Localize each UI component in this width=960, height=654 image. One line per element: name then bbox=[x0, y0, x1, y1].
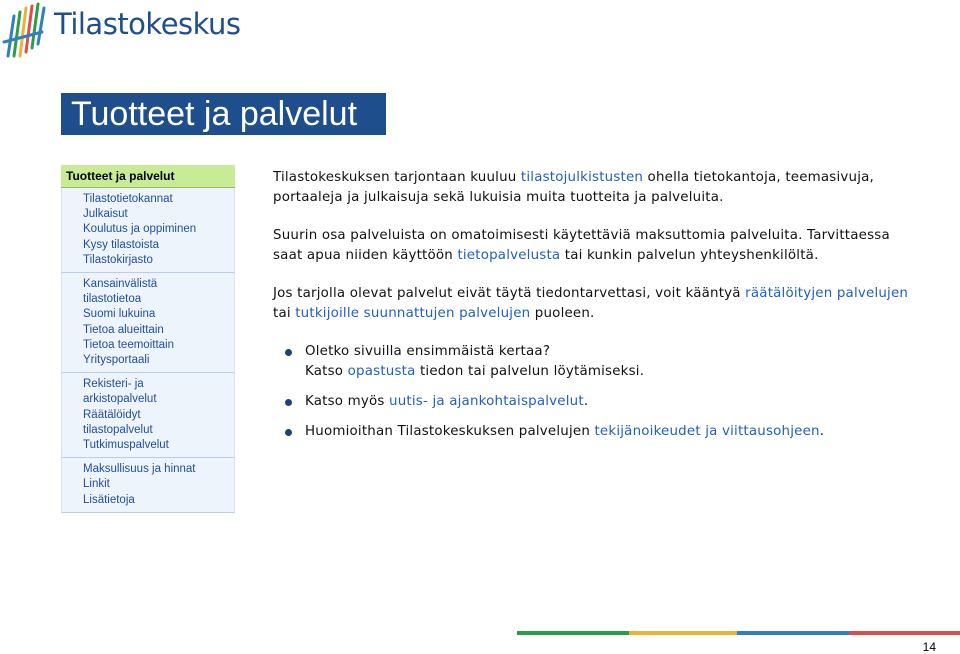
link-uutispalvelut[interactable]: uutis- ja ajankohtaispalvelut bbox=[389, 394, 584, 409]
link-tietopalvelusta[interactable]: tietopalvelusta bbox=[457, 248, 561, 263]
p2-text-2: tai kunkin palvelun yhteyshenkilöltä. bbox=[560, 248, 819, 263]
sidebar-item-suomi-lukuina[interactable]: Suomi lukuina bbox=[83, 308, 156, 321]
sidebar-item-raatalöidyt-cont[interactable]: tilastopalvelut bbox=[83, 423, 153, 436]
sidebar-group-3 bbox=[61, 373, 235, 458]
sidebar-item-alueittain[interactable]: Tietoa alueittain bbox=[83, 323, 164, 336]
slide-title: Tuotteet ja palvelut bbox=[71, 95, 358, 133]
list-item bbox=[305, 422, 923, 442]
b3-text-2: . bbox=[819, 424, 825, 439]
paragraph-3 bbox=[273, 284, 923, 324]
sidebar-item-rekisteri-cont[interactable]: arkistopalvelut bbox=[83, 393, 157, 406]
sidebar-group-2 bbox=[61, 273, 235, 373]
sidebar-item-teemoittain[interactable]: Tietoa teemoittain bbox=[83, 338, 174, 351]
p3-text-2: tai bbox=[273, 306, 296, 321]
b2-text-2: . bbox=[583, 394, 589, 409]
sidebar-item-kansainvalista[interactable]: Kansainvälistä bbox=[83, 278, 158, 291]
list-item bbox=[305, 392, 923, 412]
sidebar-heading[interactable]: Tuotteet ja palvelut bbox=[61, 165, 235, 188]
link-tekijanoikeudet[interactable]: tekijänoikeudet ja viittausohjeen bbox=[594, 424, 820, 439]
sidebar-item-yritysportaali[interactable]: Yritysportaali bbox=[83, 354, 150, 367]
footer-stripe-green bbox=[517, 631, 629, 635]
sidebar-item-rekisteri[interactable]: Rekisteri- ja bbox=[83, 378, 144, 391]
link-tilastojulkistusten[interactable]: tilastojulkistusten bbox=[520, 170, 644, 185]
link-raatalointi[interactable]: räätälöityjen palvelujen bbox=[745, 286, 909, 301]
page-number: 14 bbox=[922, 640, 936, 654]
p1-text-2: ohella tietokantoja, teemasivuja, portaaleja ja julkaisuja sekä lukuisia muita tuotteita ja palveluita. bbox=[273, 170, 874, 205]
tilastokeskus-logo bbox=[0, 0, 260, 60]
b1-line1: Oletko sivuilla ensimmäistä kertaa? bbox=[305, 344, 551, 359]
logo-bars-icon bbox=[2, 2, 54, 60]
footer-stripe-yellow bbox=[629, 631, 737, 635]
footer-stripe-blue bbox=[737, 631, 849, 635]
b2-text: Katso myös bbox=[305, 394, 390, 409]
paragraph-2 bbox=[273, 226, 923, 266]
p3-text: Jos tarjolla olevat palvelut eivät täytä tiedontarvettasi, voit kääntyä bbox=[273, 286, 746, 301]
main-content bbox=[273, 168, 923, 452]
list-item bbox=[305, 342, 923, 382]
p3-text-3: puoleen. bbox=[530, 306, 595, 321]
sidebar-item-maksullisuus[interactable]: Maksullisuus ja hinnat bbox=[83, 463, 196, 476]
b1-text: Katso bbox=[305, 364, 348, 379]
sidebar-nav bbox=[61, 165, 235, 513]
link-opastusta[interactable]: opastusta bbox=[347, 364, 416, 379]
slide-title-bar bbox=[61, 93, 386, 135]
sidebar-item-julkaisut[interactable]: Julkaisut bbox=[83, 208, 128, 221]
b1-text-2: tiedon tai palvelun löytämiseksi. bbox=[415, 364, 645, 379]
sidebar-item-linkit[interactable]: Linkit bbox=[83, 478, 110, 491]
sidebar-group-1 bbox=[61, 188, 235, 273]
sidebar-item-raatalöidyt[interactable]: Räätälöidyt bbox=[83, 408, 141, 421]
link-tutkijapalvelut[interactable]: tutkijoille suunnattujen palvelujen bbox=[295, 306, 531, 321]
sidebar-item-kansainvalista-cont[interactable]: tilastotietoa bbox=[83, 293, 142, 306]
sidebar-group-4 bbox=[61, 458, 235, 513]
bullet-list bbox=[273, 342, 923, 442]
sidebar-item-kysy[interactable]: Kysy tilastoista bbox=[83, 238, 160, 251]
paragraph-1 bbox=[273, 168, 923, 208]
brand-name: Tilastokeskus bbox=[54, 7, 241, 41]
sidebar-item-tutkimuspalvelut[interactable]: Tutkimuspalvelut bbox=[83, 439, 169, 452]
sidebar-item-tilastotietokannat[interactable]: Tilastotietokannat bbox=[83, 193, 173, 205]
b3-text: Huomioithan Tilastokeskuksen palvelujen bbox=[305, 424, 595, 439]
sidebar-item-lisatietoja[interactable]: Lisätietoja bbox=[83, 493, 135, 506]
footer-stripe-red bbox=[849, 631, 960, 635]
sidebar-item-koulutus[interactable]: Koulutus ja oppiminen bbox=[83, 223, 197, 236]
sidebar-item-tilastokirjasto[interactable]: Tilastokirjasto bbox=[83, 253, 153, 266]
p2-text: Suurin osa palveluista on omatoimisesti käytettäviä maksuttomia palveluita. Tarvittaessa saat apua niiden käyttöön bbox=[273, 228, 890, 263]
p1-text: Tilastokeskuksen tarjontaan kuuluu bbox=[273, 170, 521, 185]
